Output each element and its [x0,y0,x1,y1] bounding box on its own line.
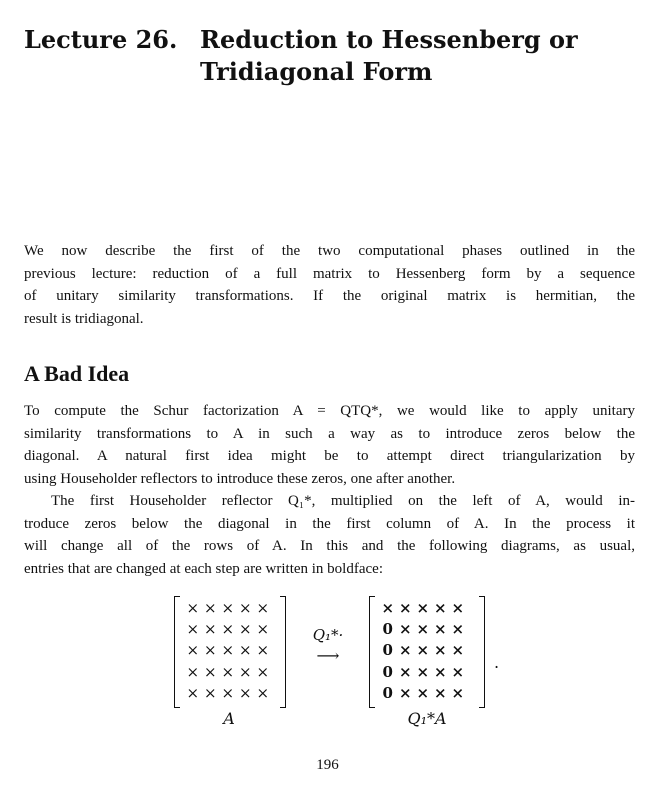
matrix-entry: × [398,620,412,639]
matrix-entry: × [221,641,235,660]
matrix-entry: × [381,599,395,617]
matrix-entry: × [186,662,200,681]
left-bracket [369,596,375,708]
text-line: will change all of the rows of A. In this and the following diagrams, as usual, [24,538,635,554]
matrix-entry: 0 [382,683,393,702]
matrix-entry: × [256,641,270,660]
matrix-entry: × [451,662,465,681]
matrix-entry: × [238,620,252,639]
text-line: We now describe the first of the two computational phases outlined in the [24,243,635,259]
matrix-entry: × [451,620,465,639]
matrix-row [379,598,467,619]
matrix-entry: × [416,641,430,660]
lecture-number: Lecture 26. [24,25,178,54]
text-line: diagonal. A natural first idea might be to attempt direct triangularization by [24,448,635,464]
matrix-entry: 0 [382,662,393,681]
arrow-label: Q₁*· [312,626,344,644]
matrix-row [184,683,272,704]
matrix-entry: × [186,599,200,617]
lecture-title-block [24,24,578,88]
matrix-entry: × [221,599,235,617]
matrix-entry: × [416,662,430,681]
text-line: of unitary similarity transformations. If the original matrix is hermitian, the [24,288,635,304]
matrix-entry: × [238,662,252,681]
matrix-entry: 0 [382,641,393,660]
matrix-entry: × [203,641,217,660]
text-line: entries that are changed at each step are written in boldface: [24,560,383,577]
lecture-title-line-1: Reduction to Hessenberg or [200,25,578,54]
text-line: previous lecture: reduction of a full matrix to Hessenberg form by a sequence [24,265,635,282]
right-bracket [479,596,485,708]
matrix-entry: × [433,683,447,702]
matrix-entry: × [433,599,447,617]
matrix-entry: × [416,599,430,617]
matrix-q1a [369,596,485,706]
matrix-entries [184,598,272,704]
matrix-entry: × [203,620,217,639]
right-bracket [280,596,286,708]
matrix-entry: × [256,599,270,617]
matrix-entry: × [203,683,217,702]
matrix-row [379,640,467,661]
matrix-entry: × [238,683,252,702]
matrix-entry: 0 [382,620,393,639]
text-line: The first Householder reflector Q₁*, multiplied on the left of A, would in- [51,493,635,509]
text-line: troduce zeros below the diagonal in the first column of A. In the process it [24,515,635,532]
matrix-row [379,619,467,640]
matrix-entry: × [221,620,235,639]
text-line: using Householder reflectors to introduce these zeros, one after another. [24,470,456,487]
text-line: similarity transformations to A in such a way as to introduce zeros below the [24,425,635,442]
text-line: result is tridiagonal. [24,310,144,327]
matrix-entry: × [203,599,217,617]
transformation-arrow [308,626,348,665]
matrix-entry: × [256,662,270,681]
matrix-entry: × [186,620,200,639]
section-heading: A Bad Idea [24,361,130,386]
matrix-entry: × [416,620,430,639]
matrix-entry: × [186,641,200,660]
matrix-entry: × [221,662,235,681]
matrix-row [379,683,467,704]
matrix-entry: × [238,641,252,660]
matrix-entry: × [451,683,465,702]
lecture-title-line-2: Tridiagonal Form [200,57,433,86]
matrix-row [184,640,272,661]
intro-paragraph [24,240,635,330]
matrix-entry: × [433,641,447,660]
matrix-a-label: A [223,709,235,728]
matrix-entry: × [256,683,270,702]
right-arrow-icon: ⟶ [316,646,340,665]
matrix-entry: × [398,641,412,660]
matrix-entry: × [416,683,430,702]
matrix-entry: × [186,683,200,702]
text-line: To compute the Schur factorization A = QTQ*, we would like to apply unitary [24,403,635,419]
trailing-period: . [494,653,500,672]
left-bracket [174,596,180,708]
matrix-entry: × [451,641,465,660]
section-body [24,400,635,580]
matrix-row [184,662,272,683]
matrix-row [184,598,272,619]
matrix-entries [379,598,467,704]
matrix-entry: × [398,662,412,681]
matrix-entry: × [451,599,465,617]
matrix-entry: × [398,599,412,617]
matrix-entry: × [398,683,412,702]
lecture-title [200,24,578,88]
matrix-row [379,662,467,683]
matrix-entry: × [256,620,270,639]
matrix-q1a-label: Q₁*A [407,709,447,728]
matrix-entry: × [238,599,252,617]
page-number: 196 [316,757,339,773]
matrix-row [184,619,272,640]
matrix-entry: × [203,662,217,681]
matrix-a [174,596,286,706]
matrix-entry: × [221,683,235,702]
matrix-entry: × [433,662,447,681]
matrix-entry: × [433,620,447,639]
